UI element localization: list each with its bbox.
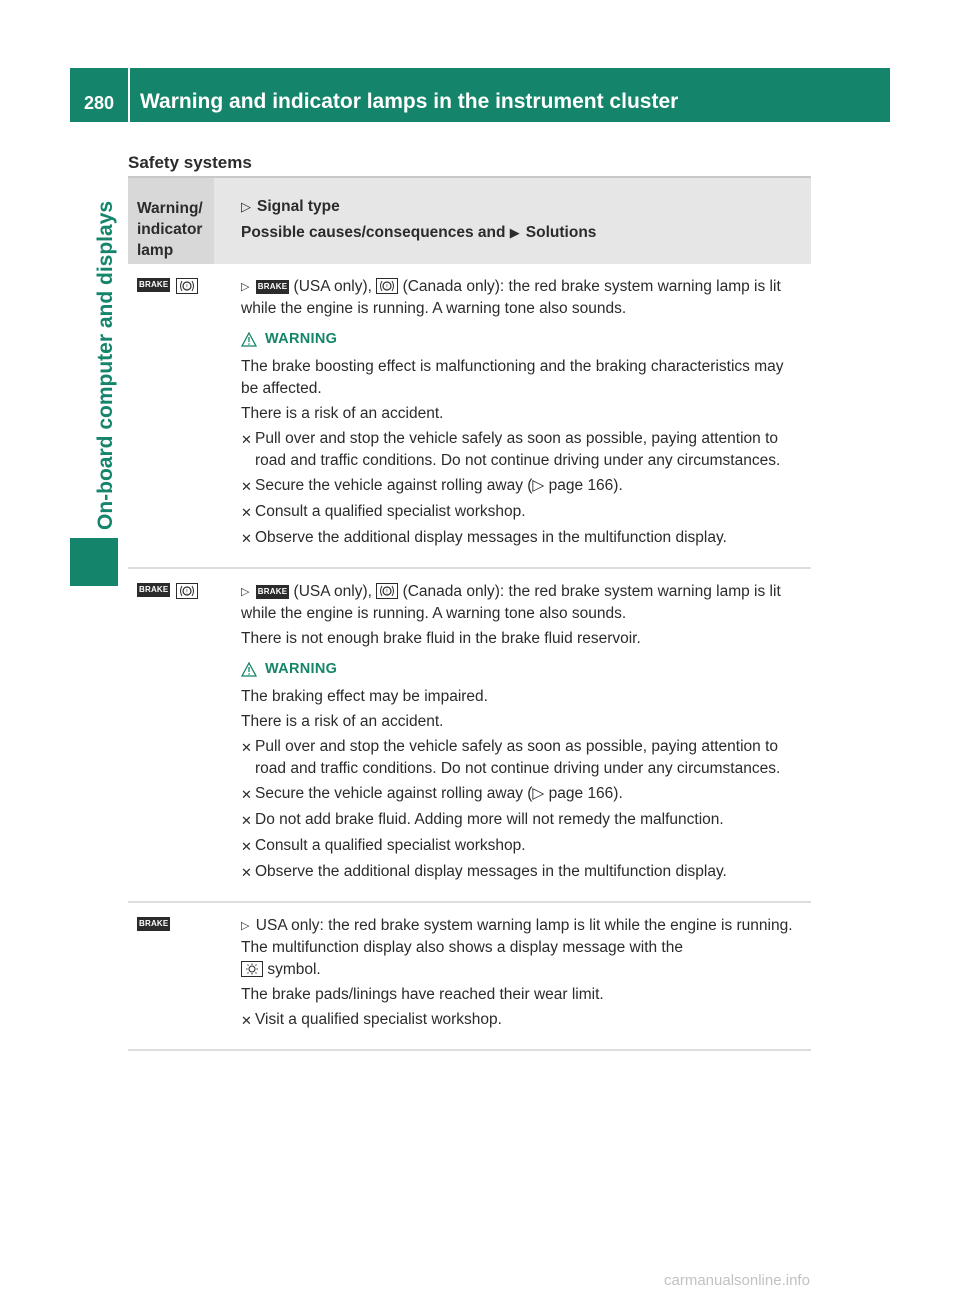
list-item bbox=[241, 861, 805, 884]
solution-arrow-icon: ▶ bbox=[509, 225, 520, 240]
chapter-title: Warning and indicator lamps in the instrument cluster bbox=[140, 90, 679, 113]
signal-arrow-icon: ▷ bbox=[241, 281, 250, 293]
svg-text:!: ! bbox=[386, 589, 389, 596]
intro-text: (Canada only): the red brake system warning lamp is lit while the engine is running. A warning tone also sounds. bbox=[241, 278, 781, 317]
header-description bbox=[214, 178, 596, 264]
risk-text: There is a risk of an accident. bbox=[241, 713, 444, 730]
svg-text:!: ! bbox=[186, 284, 189, 291]
brake-circle-icon bbox=[376, 278, 398, 294]
list-item bbox=[241, 475, 805, 498]
watermark: carmanualsonline.info bbox=[664, 1272, 810, 1289]
table-header bbox=[128, 178, 811, 264]
step-icon: ✕ bbox=[241, 1013, 252, 1028]
list-item bbox=[241, 428, 805, 472]
brake-icon: BRAKE bbox=[137, 583, 170, 597]
step-text: Observe the additional display messages in the multifunction display. bbox=[255, 863, 727, 880]
step-text: Secure the vehicle against rolling away (▷ page 166). bbox=[255, 477, 623, 494]
signal-arrow-icon: ▷ bbox=[241, 586, 250, 598]
brake-icon: BRAKE bbox=[256, 585, 289, 599]
lamp-cell bbox=[128, 569, 214, 901]
warning-text: The brake boosting effect is malfunctioning and the braking characteristics may be affected. bbox=[241, 358, 784, 397]
step-icon: ✕ bbox=[241, 531, 252, 546]
lamp-cell bbox=[128, 903, 214, 1049]
list-item bbox=[241, 835, 805, 858]
signal-arrow-icon: ▷ bbox=[241, 920, 250, 932]
step-text: Pull over and stop the vehicle safely as soon as possible, paying attention to road and traffic conditions. Do not continue driving under any circumstances. bbox=[255, 738, 781, 777]
lamp-table bbox=[128, 176, 811, 1051]
risk-text: There is a risk of an accident. bbox=[241, 405, 444, 422]
step-icon: ✕ bbox=[241, 787, 252, 802]
brake-icon: BRAKE bbox=[137, 917, 170, 931]
intro-text: symbol. bbox=[267, 961, 321, 978]
step-text: Visit a qualified specialist workshop. bbox=[255, 1011, 502, 1028]
warning-triangle-icon bbox=[241, 332, 257, 347]
svg-text:!: ! bbox=[186, 589, 189, 596]
intro-text: (USA only), bbox=[293, 583, 372, 600]
list-item bbox=[241, 501, 805, 524]
warning-heading bbox=[241, 328, 805, 350]
side-tab-marker bbox=[70, 538, 118, 586]
step-text: Observe the additional display messages in the multifunction display. bbox=[255, 529, 727, 546]
step-icon: ✕ bbox=[241, 432, 252, 447]
signal-arrow-icon: ▷ bbox=[241, 199, 251, 214]
warning-label: WARNING bbox=[265, 661, 338, 677]
step-text: Secure the vehicle against rolling away (▷ page 166). bbox=[255, 785, 623, 802]
description-cell bbox=[214, 903, 811, 1049]
description-cell bbox=[214, 264, 811, 567]
brake-circle-icon bbox=[376, 583, 398, 599]
brake-icon: BRAKE bbox=[137, 278, 170, 292]
step-icon: ✕ bbox=[241, 740, 252, 755]
header-causes: Possible causes/consequences and bbox=[241, 224, 506, 241]
intro-text: (USA only), bbox=[293, 278, 372, 295]
intro-text: (Canada only): the red brake system warning lamp is lit while the engine is running. A warning tone also sounds. bbox=[241, 583, 781, 622]
warning-triangle-icon bbox=[241, 662, 257, 677]
brake-icon: BRAKE bbox=[256, 280, 289, 294]
side-chapter-label: On-board computer and displays bbox=[94, 200, 117, 530]
step-text: Consult a qualified specialist workshop. bbox=[255, 837, 526, 854]
header-divider bbox=[128, 68, 130, 122]
list-item bbox=[241, 527, 805, 550]
cause-text: There is not enough brake fluid in the brake fluid reservoir. bbox=[241, 630, 641, 647]
step-text: Consult a qualified specialist workshop. bbox=[255, 503, 526, 520]
warning-label: WARNING bbox=[265, 331, 338, 347]
page-number: 280 bbox=[84, 93, 115, 113]
brake-wear-icon bbox=[241, 961, 263, 977]
warning-text: The braking effect may be impaired. bbox=[241, 688, 488, 705]
svg-text:!: ! bbox=[386, 284, 389, 291]
brake-circle-icon bbox=[176, 278, 198, 294]
list-item bbox=[241, 1009, 805, 1032]
header-lamp: Warning/ indicator lamp bbox=[128, 178, 214, 264]
step-icon: ✕ bbox=[241, 839, 252, 854]
step-icon: ✕ bbox=[241, 865, 252, 880]
step-icon: ✕ bbox=[241, 505, 252, 520]
table-row bbox=[128, 569, 811, 903]
list-item bbox=[241, 809, 805, 832]
description-cell bbox=[214, 569, 811, 901]
brake-circle-icon bbox=[176, 583, 198, 599]
step-text: Do not add brake fluid. Adding more will not remedy the malfunction. bbox=[255, 811, 724, 828]
step-icon: ✕ bbox=[241, 479, 252, 494]
cause-text: The brake pads/linings have reached their wear limit. bbox=[241, 986, 604, 1003]
list-item bbox=[241, 783, 805, 806]
table-row bbox=[128, 264, 811, 569]
header-signal: Signal type bbox=[257, 198, 340, 215]
lamp-cell bbox=[128, 264, 214, 567]
intro-text: USA only: the red brake system warning lamp is lit while the engine is running. The multifunction display also shows a display message with the bbox=[241, 917, 793, 956]
step-icon: ✕ bbox=[241, 813, 252, 828]
section-title: Safety systems bbox=[128, 153, 252, 172]
step-text: Pull over and stop the vehicle safely as soon as possible, paying attention to road and traffic conditions. Do not continue driving under any circumstances. bbox=[255, 430, 781, 469]
list-item bbox=[241, 736, 805, 780]
header-solutions: Solutions bbox=[525, 224, 597, 241]
warning-heading bbox=[241, 658, 805, 680]
table-row bbox=[128, 903, 811, 1051]
